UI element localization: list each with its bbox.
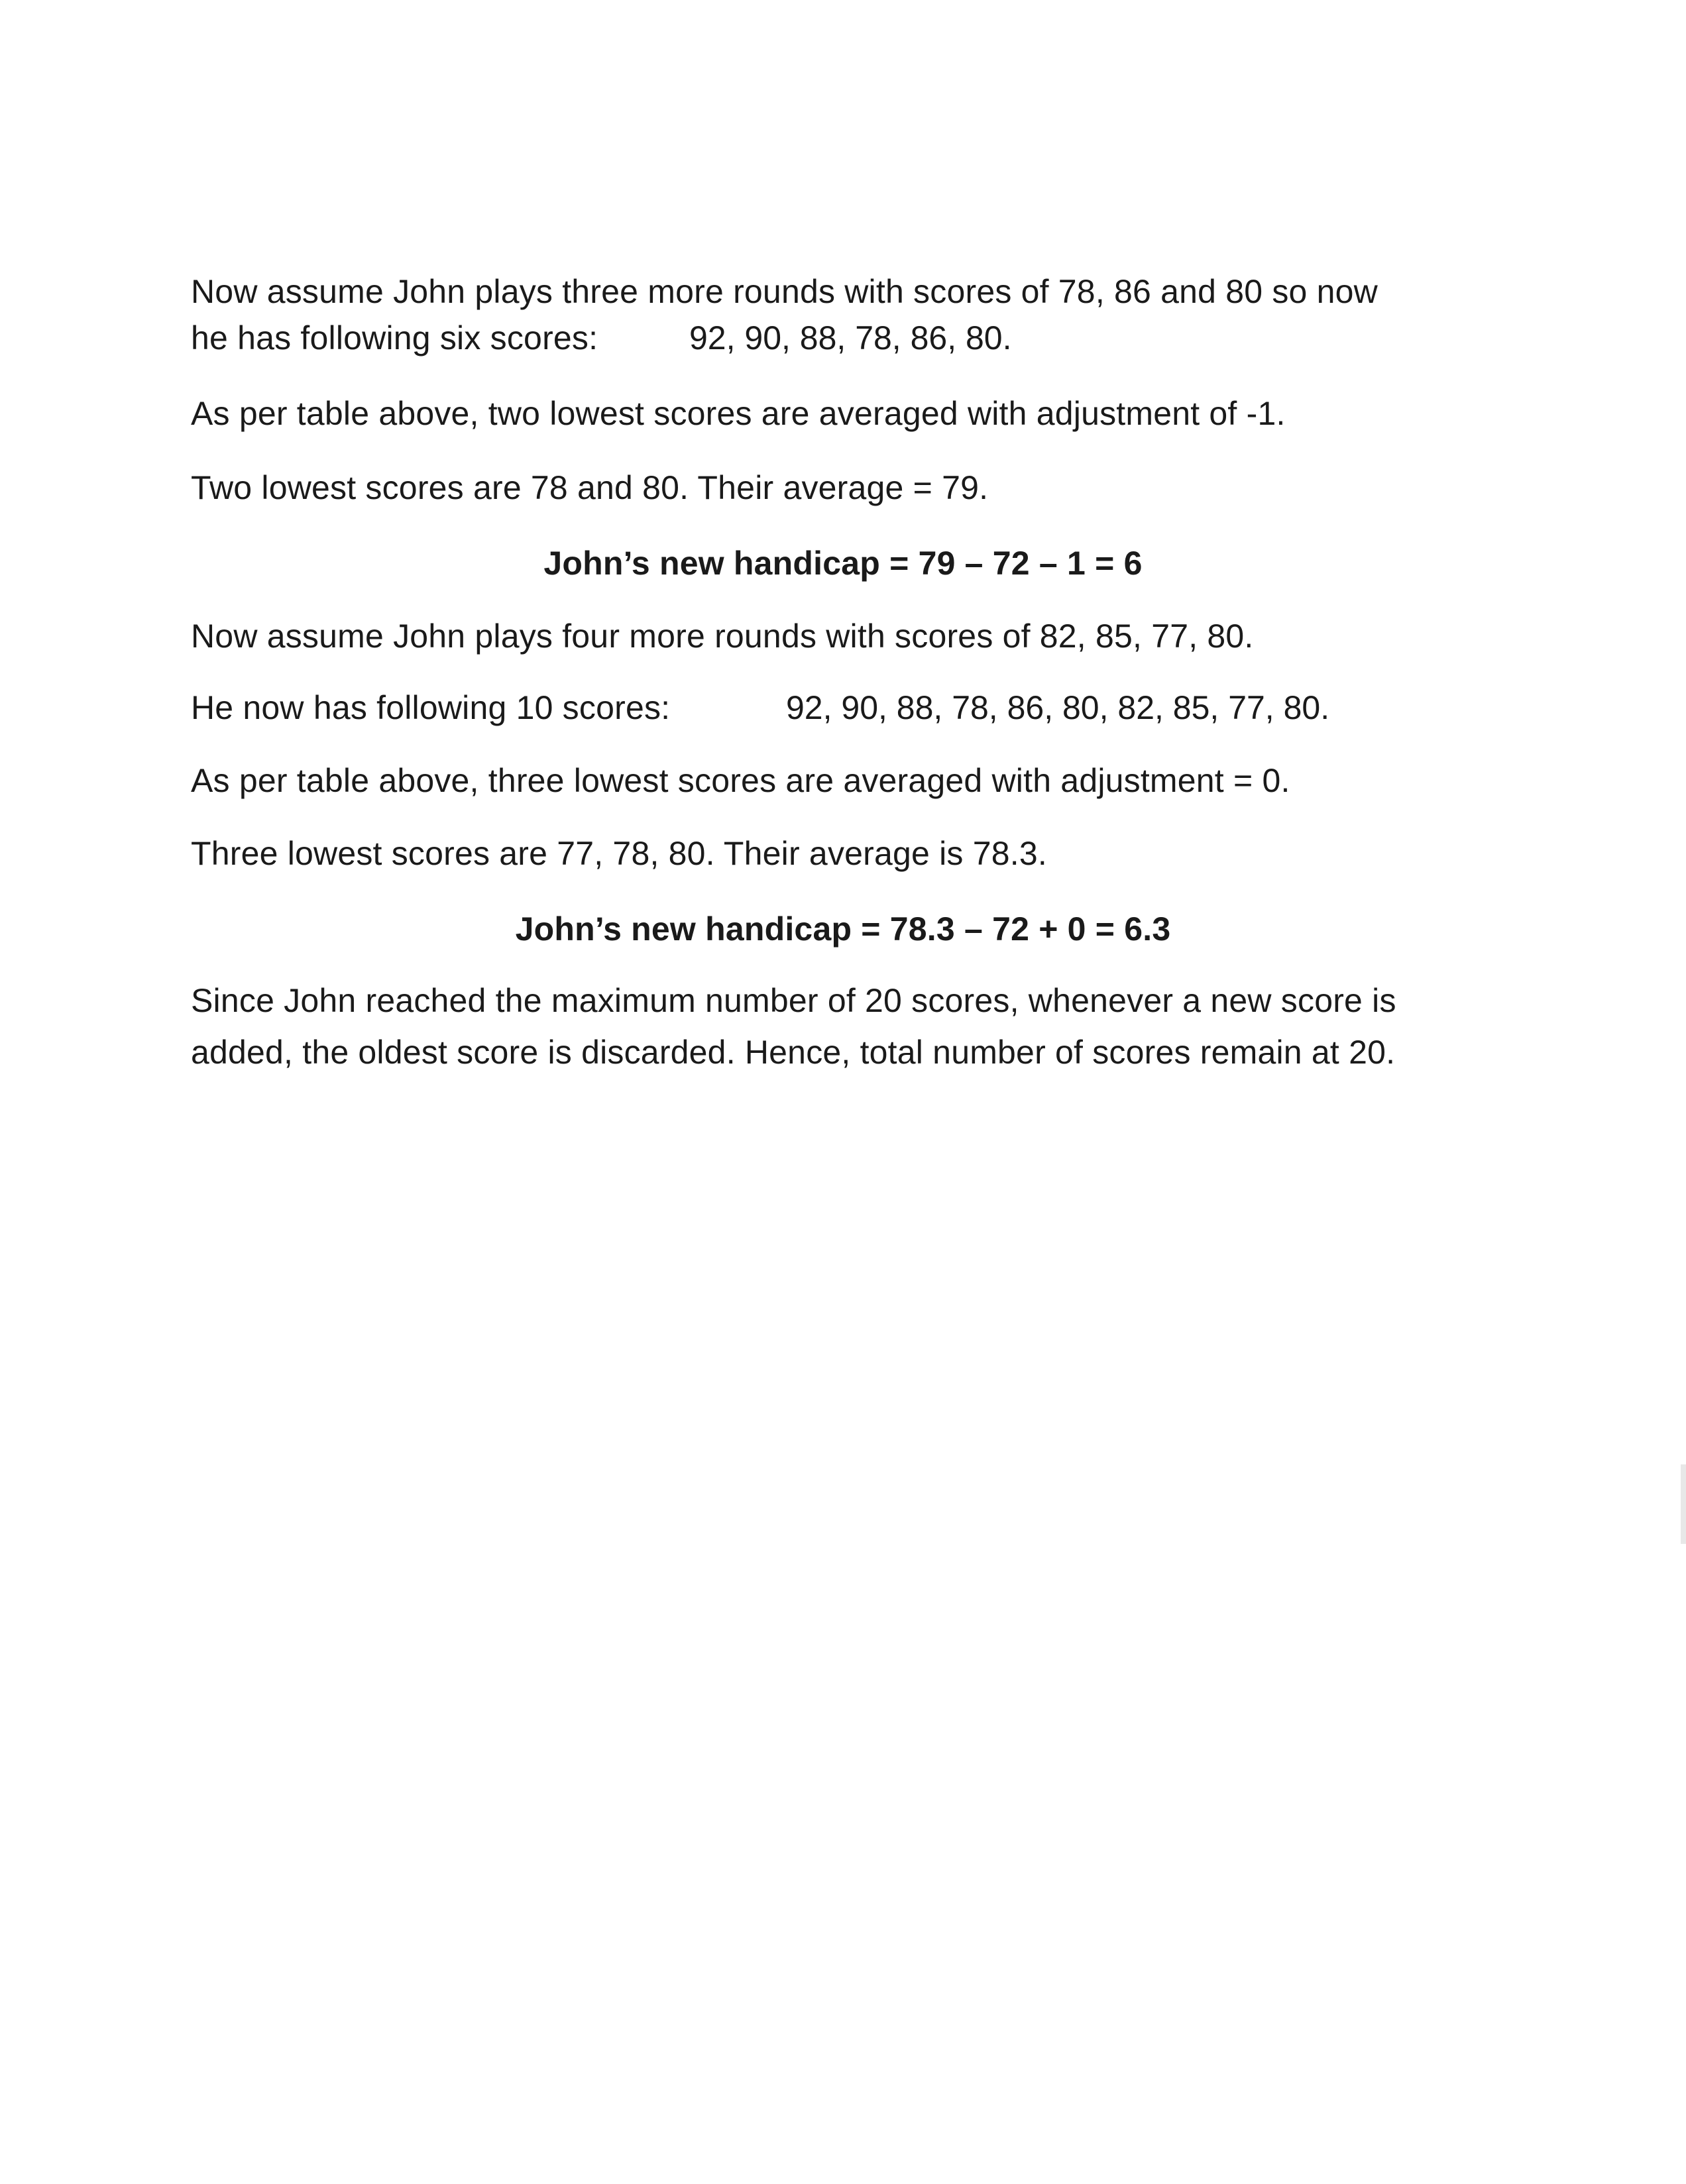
handicap-result: John’s new handicap = 79 – 72 – 1 = 6 [543,545,1143,582]
paragraph: Now assume John plays four more rounds with scores of 82, 85, 77, 80. [191,618,1254,655]
paragraph-line-label: he has following six scores: [191,319,598,356]
paragraph: Two lowest scores are 78 and 80. Their average = 79. [191,469,989,506]
paragraph: Three lowest scores are 77, 78, 80. Their average is 78.3. [191,835,1047,872]
paragraph-line-label: He now has following 10 scores: [191,689,671,726]
score-list: 92, 90, 88, 78, 86, 80, 82, 85, 77, 80. [786,689,1330,726]
scan-edge-mark [1681,1464,1686,1544]
paragraph-line: Now assume John plays three more rounds with scores of 78, 86 and 80 so now [191,273,1378,310]
paragraph: As per table above, three lowest scores are averaged with adjustment = 0. [191,762,1290,799]
paragraph-line: Since John reached the maximum number of 20 scores, whenever a new score is [191,982,1396,1019]
handicap-result: John’s new handicap = 78.3 – 72 + 0 = 6.3 [515,910,1171,948]
paragraph: As per table above, two lowest scores are averaged with adjustment of -1. [191,395,1286,432]
paragraph-line: added, the oldest score is discarded. Hence, total number of scores remain at 20. [191,1034,1396,1071]
score-list: 92, 90, 88, 78, 86, 80. [689,319,1012,356]
